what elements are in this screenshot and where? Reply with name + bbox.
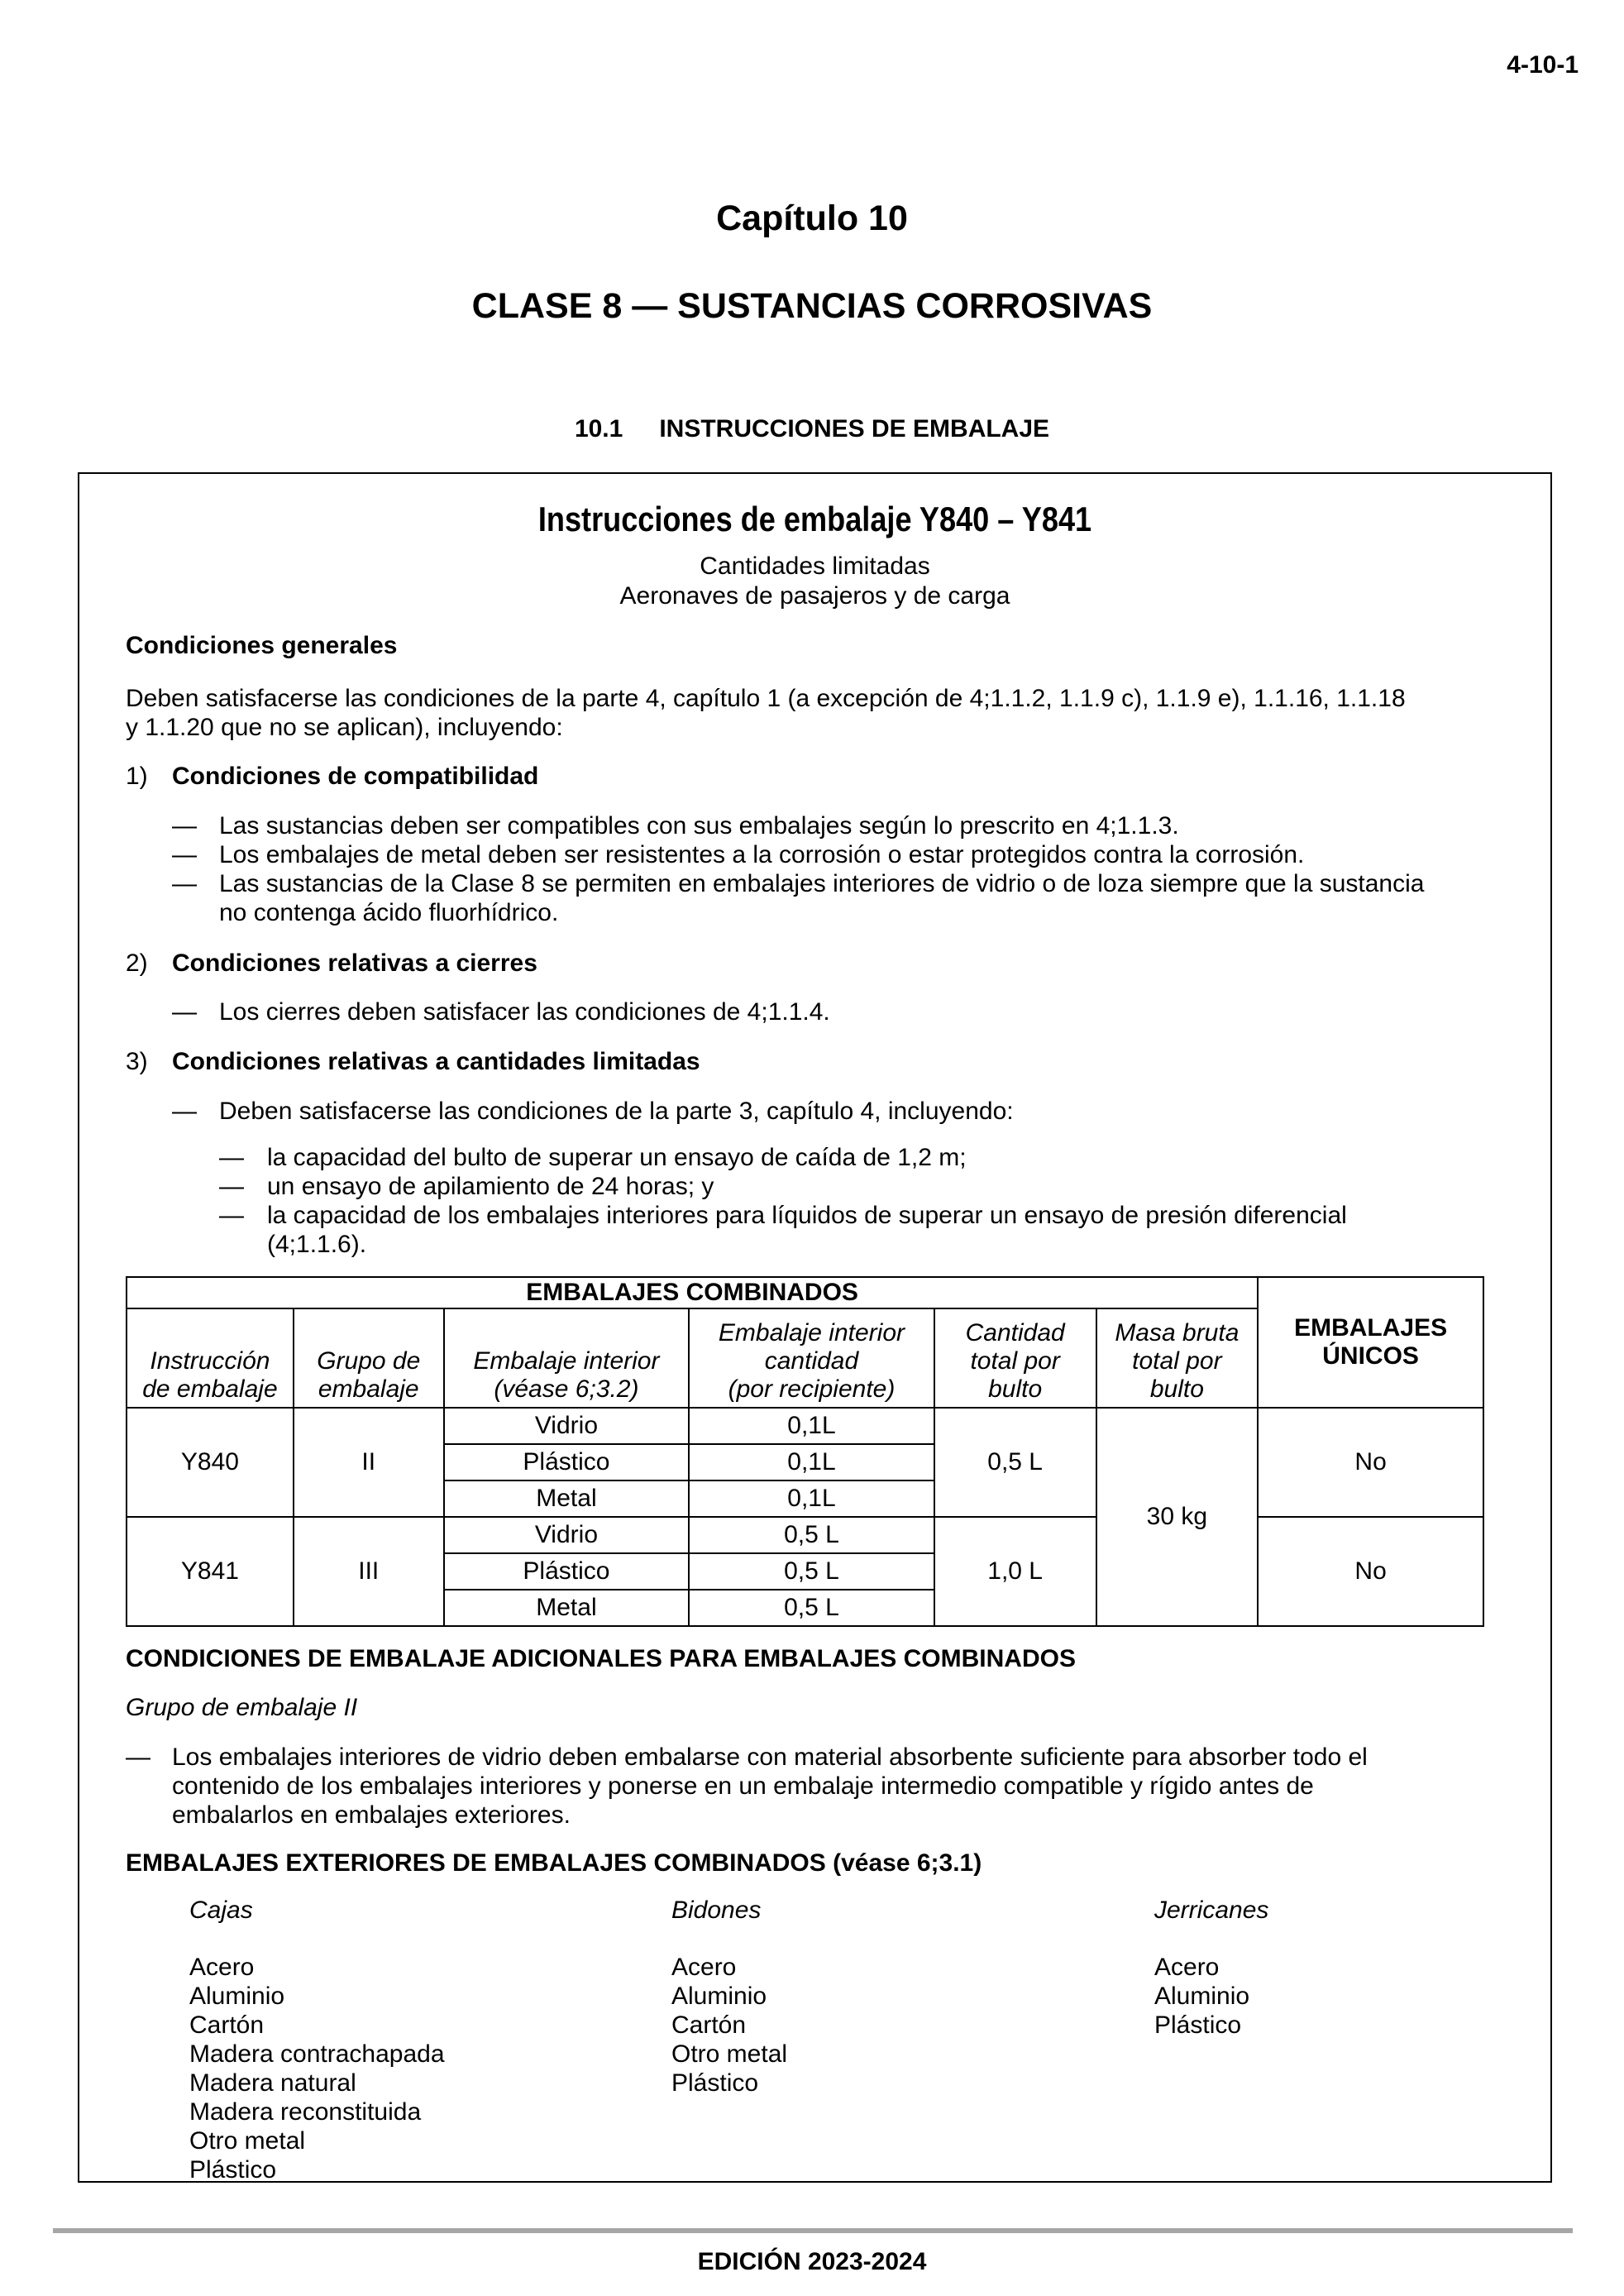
list-item: Aluminio (1154, 1983, 1250, 2010)
list-item: Aluminio (189, 1983, 285, 2010)
single-packaging-cell: No (1258, 1517, 1483, 1626)
cond1-heading: Condiciones de compatibilidad (172, 763, 539, 790)
gross-mass-header (1096, 1308, 1259, 1408)
inner-packaging-header (444, 1308, 690, 1408)
cond1-item-3: Las sustancias de la Clase 8 se permiten en embalajes interiores de vidrio o de loza siempre que la sustancia (219, 870, 1425, 897)
list-item: Plástico (1154, 2011, 1242, 2039)
group-cell: II (294, 1408, 444, 1517)
outer-jerricans-title: Jerricanes (1154, 1897, 1269, 1924)
cond1-item-1: Las sustancias deben ser compatibles con sus embalajes según lo prescrito en 4;1.1.3. (219, 812, 1179, 839)
cond1-item-2: Los embalajes de metal deben ser resistentes a la corrosión o estar protegidos contra la corrosión. (219, 841, 1305, 868)
list-item: Aluminio (671, 1983, 767, 2010)
list-item: Madera natural (189, 2069, 356, 2097)
general-conditions-heading: Condiciones generales (126, 632, 398, 659)
list-item: Plástico (189, 2156, 277, 2184)
footer-rule (53, 2228, 1573, 2233)
instruction-header (127, 1308, 294, 1408)
inner-quantity-cell: 0,1L (689, 1408, 934, 1444)
dash-bullet: — (219, 1144, 244, 1171)
dash-bullet: — (172, 870, 197, 897)
header-line: total por (970, 1347, 1060, 1375)
additional-text-line-2: contenido de los embalajes interiores y ponerse en un embalaje intermedio compatible y rígido antes de (172, 1772, 1314, 1800)
inner-quantity-cell: 0,5 L (689, 1517, 934, 1553)
group-header (294, 1308, 444, 1408)
chapter-title: Capítulo 10 (716, 199, 908, 238)
combined-packaging-header: EMBALAJES COMBINADOS (127, 1277, 1258, 1308)
total-quantity-cell: 1,0 L (934, 1517, 1096, 1626)
inner-quantity-cell: 0,1L (689, 1444, 934, 1480)
header-line: Embalaje interior (718, 1319, 905, 1347)
header-line: total por (1132, 1347, 1222, 1375)
list-item: Otro metal (189, 2127, 306, 2155)
dash-bullet: — (219, 1202, 244, 1229)
cond2-heading: Condiciones relativas a cierres (172, 949, 537, 977)
header-line: Cantidad (965, 1319, 1065, 1347)
list-item: Acero (189, 1954, 255, 1981)
header-line: bulto (1149, 1375, 1204, 1403)
header-line: (véase 6;3.2) (494, 1375, 639, 1403)
dash-bullet: — (172, 1098, 197, 1125)
instruction-title: Instrucciones de embalaje Y840 – Y841 (537, 500, 1092, 538)
additional-text-line-3: embalarlos en embalajes exteriores. (172, 1801, 571, 1829)
instruction-cell: Y840 (127, 1408, 294, 1517)
inner-packaging-cell: Plástico (444, 1553, 690, 1590)
cond2-item: Los cierres deben satisfacer las condiciones de 4;1.1.4. (219, 998, 830, 1026)
cond2-number: 2) (126, 949, 148, 977)
page-number: 4-10-1 (1507, 51, 1579, 79)
cond3-subitem-3: la capacidad de los embalajes interiores para líquidos de superar un ensayo de presión diferencial (267, 1202, 1347, 1229)
outer-drums-column (671, 1896, 787, 2097)
additional-conditions-heading: CONDICIONES DE EMBALAJE ADICIONALES PARA EMBALAJES COMBINADOS (126, 1645, 1076, 1672)
outer-packagings-heading: EMBALAJES EXTERIORES DE EMBALAJES COMBINADOS (véase 6;3.1) (126, 1849, 982, 1877)
list-item: Cartón (671, 2011, 747, 2039)
section-number: 10.1 (574, 415, 623, 442)
total-quantity-header (934, 1308, 1096, 1408)
instruction-cell: Y841 (127, 1517, 294, 1626)
dash-bullet: — (172, 841, 197, 868)
header-line: bulto (988, 1375, 1043, 1403)
inner-packaging-cell: Metal (444, 1480, 690, 1517)
single-header-line: EMBALAJES (1294, 1314, 1448, 1342)
header-line: de embalaje (142, 1375, 278, 1403)
additional-text-line-1: Los embalajes interiores de vidrio deben embalarse con material absorbente suficiente para absorber todo el (172, 1744, 1368, 1771)
cond1-number: 1) (126, 763, 148, 790)
cond3-subitem-3-cont: (4;1.1.6). (267, 1231, 367, 1258)
cond3-subitem-2: un ensayo de apilamiento de 24 horas; y (267, 1173, 714, 1200)
single-header-line: ÚNICOS (1322, 1342, 1419, 1370)
inner-packaging-cell: Metal (444, 1590, 690, 1626)
header-line: (por recipiente) (728, 1375, 896, 1403)
header-line: Masa bruta (1115, 1319, 1239, 1347)
header-line: embalaje (318, 1375, 419, 1403)
cond1-item-3-cont: no contenga ácido fluorhídrico. (219, 899, 559, 926)
cond3-number: 3) (126, 1048, 148, 1075)
list-item: Acero (671, 1954, 737, 1981)
header-line: Instrucción (150, 1347, 270, 1375)
edition-footer: EDICIÓN 2023-2024 (697, 2248, 927, 2275)
class-title: CLASE 8 — SUSTANCIAS CORROSIVAS (471, 286, 1153, 326)
dash-bullet: — (126, 1744, 150, 1771)
cond3-subitem-1: la capacidad del bulto de superar un ensayo de caída de 1,2 m; (267, 1144, 967, 1171)
total-quantity-cell: 0,5 L (934, 1408, 1096, 1517)
list-item: Madera contrachapada (189, 2040, 445, 2068)
list-item: Plástico (671, 2069, 759, 2097)
inner-quantity-cell: 0,5 L (689, 1553, 934, 1590)
instruction-subtitle-2: Aeronaves de pasajeros y de carga (619, 582, 1010, 610)
dash-bullet: — (172, 998, 197, 1026)
header-line: Embalaje interior (473, 1347, 660, 1375)
outer-jerricans-column (1154, 1896, 1268, 2040)
outer-boxes-column (189, 1896, 445, 2184)
inner-packaging-cell: Vidrio (444, 1408, 690, 1444)
dash-bullet: — (172, 812, 197, 839)
dash-bullet: — (219, 1173, 244, 1200)
outer-drums-title: Bidones (671, 1897, 762, 1924)
inner-packaging-cell: Vidrio (444, 1517, 690, 1553)
list-item: Madera reconstituida (189, 2098, 422, 2126)
cond3-heading: Condiciones relativas a cantidades limitadas (172, 1048, 700, 1075)
inner-packaging-cell: Plástico (444, 1444, 690, 1480)
list-item: Acero (1154, 1954, 1220, 1981)
section-heading (0, 415, 1624, 443)
header-line: cantidad (764, 1347, 859, 1375)
section-title: INSTRUCCIONES DE EMBALAJE (659, 415, 1050, 442)
cond3-item: Deben satisfacerse las condiciones de la parte 3, capítulo 4, incluyendo: (219, 1098, 1014, 1125)
instruction-subtitle-1: Cantidades limitadas (700, 552, 930, 580)
packing-group-label: Grupo de embalaje II (126, 1694, 358, 1721)
general-text-line-1: Deben satisfacerse las condiciones de la parte 4, capítulo 1 (a excepción de 4;1.1.2, 1.1.9 c), 1.1.9 e), 1.1.16, 1.1.18 (126, 685, 1406, 712)
list-item: Otro metal (671, 2040, 788, 2068)
single-packaging-cell: No (1258, 1408, 1483, 1517)
inner-quantity-header (689, 1308, 934, 1408)
outer-boxes-title: Cajas (189, 1897, 253, 1924)
header-line: Grupo de (317, 1347, 421, 1375)
inner-quantity-cell: 0,5 L (689, 1590, 934, 1626)
packaging-table (126, 1276, 1484, 1627)
single-packaging-header (1258, 1277, 1483, 1408)
list-item: Cartón (189, 2011, 265, 2039)
inner-quantity-cell: 0,1L (689, 1480, 934, 1517)
group-cell: III (294, 1517, 444, 1626)
gross-mass-cell: 30 kg (1096, 1408, 1259, 1626)
general-text-line-2: y 1.1.20 que no se aplican), incluyendo: (126, 714, 563, 741)
